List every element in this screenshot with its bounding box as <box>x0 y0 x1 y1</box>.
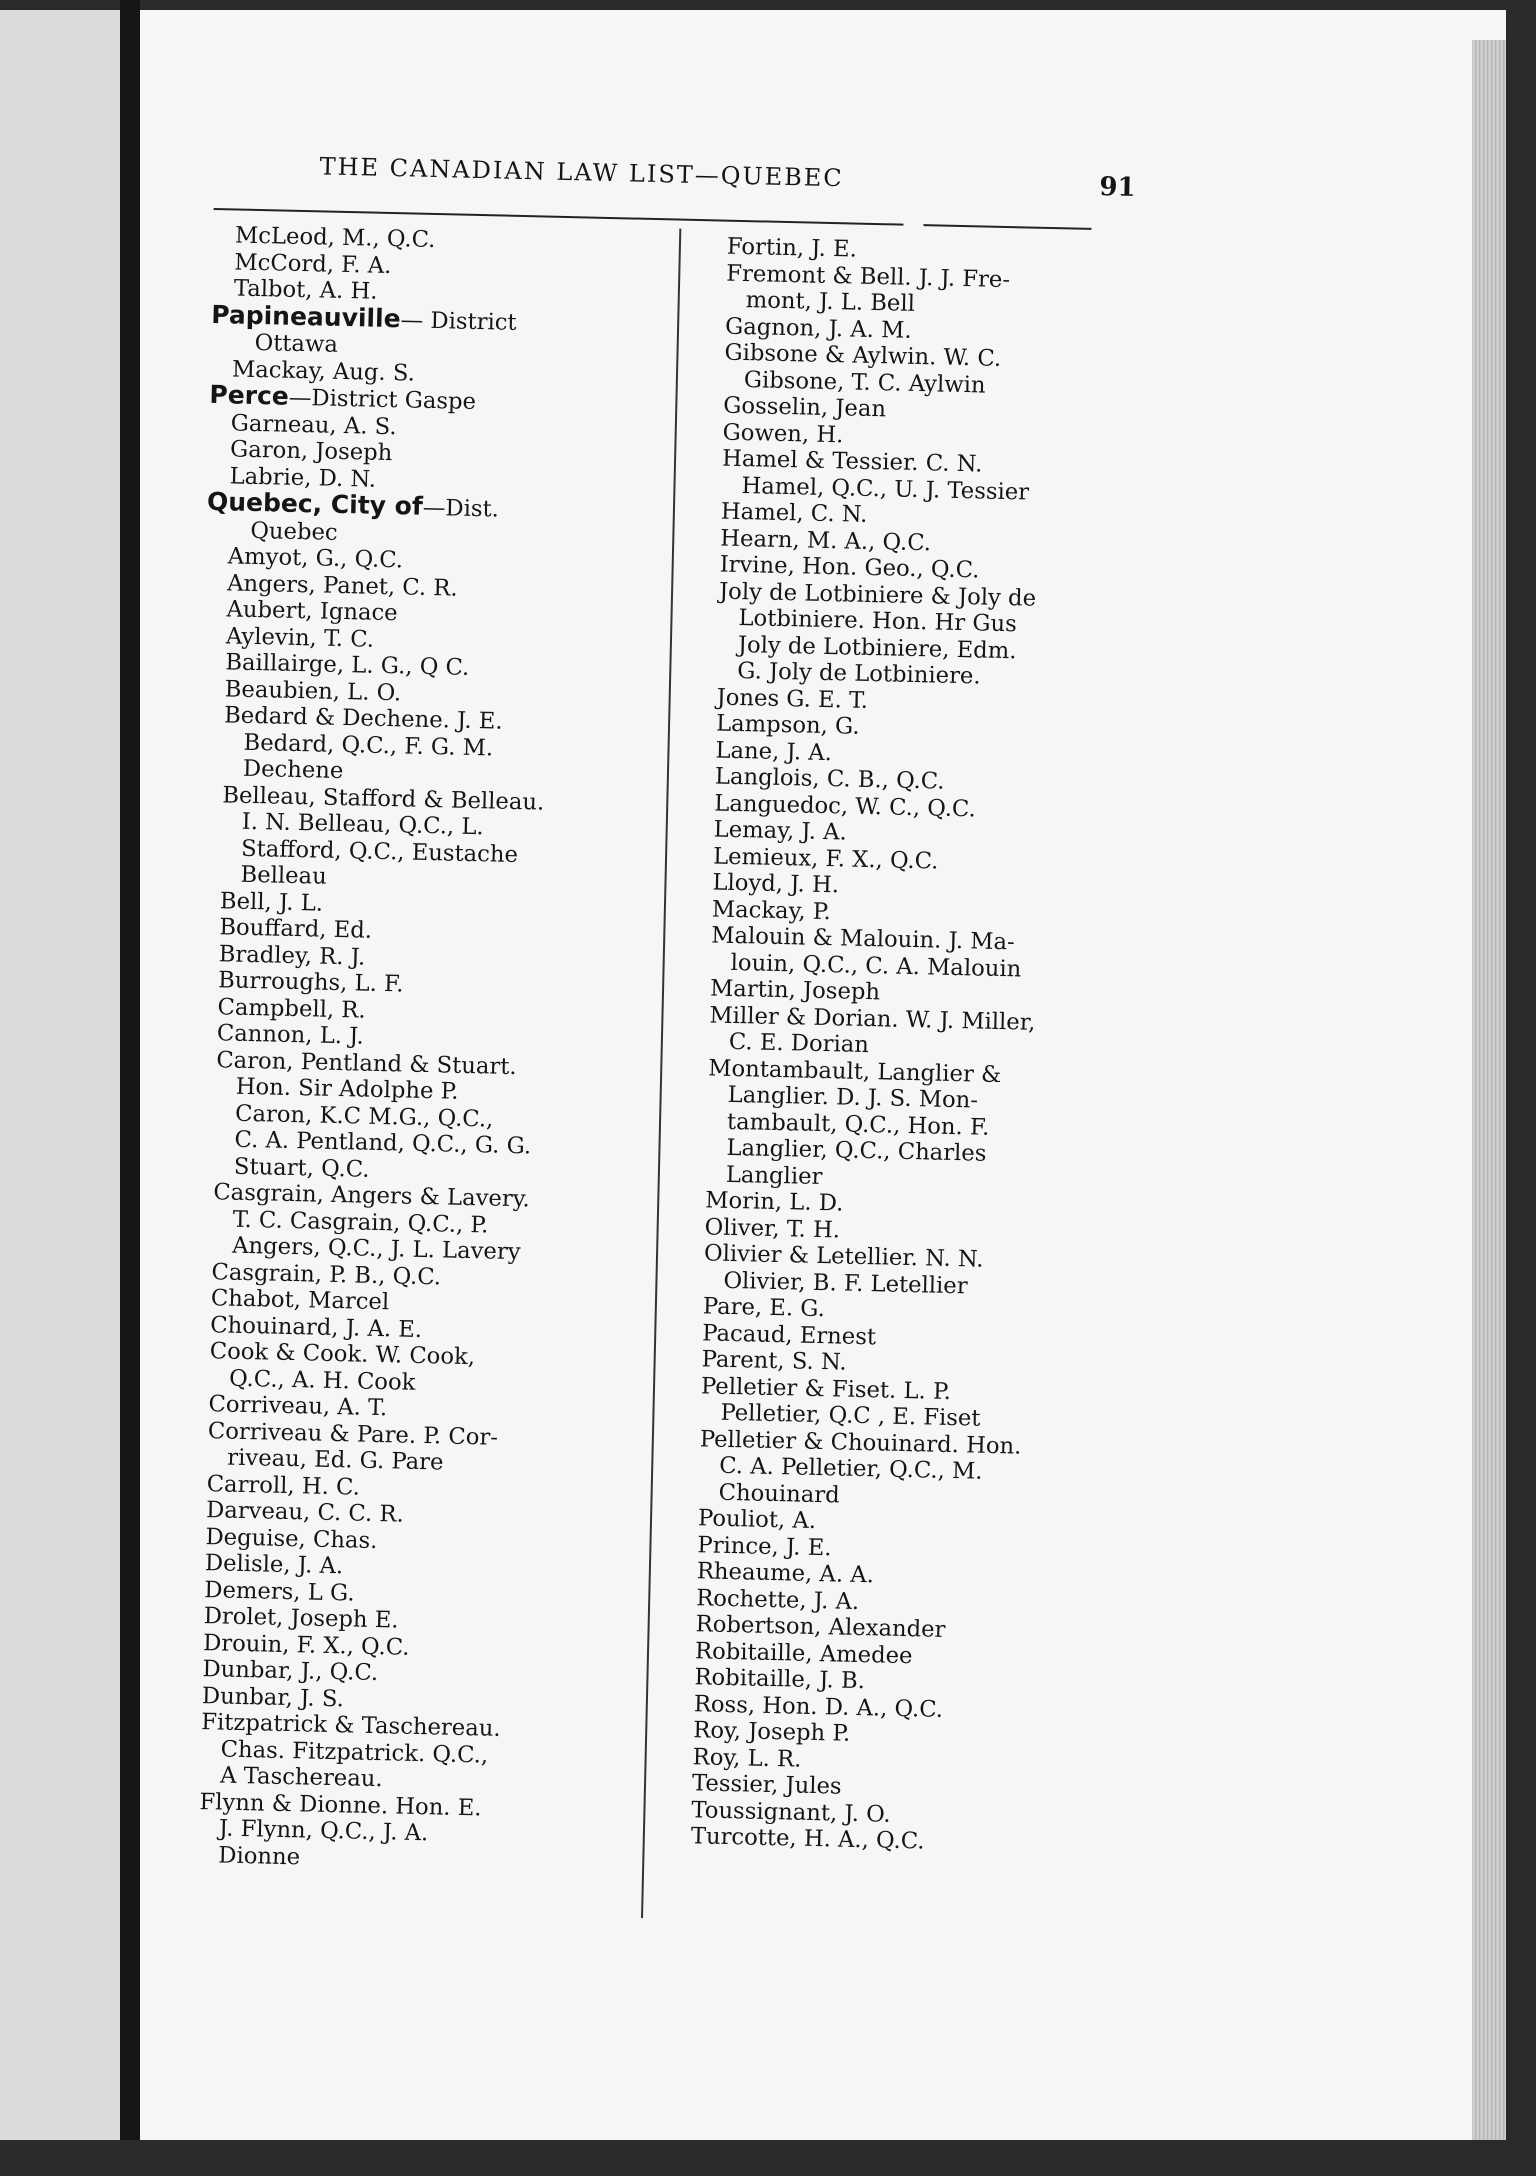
entry-name-line: Cook & Cook. W. Cook, <box>209 1338 476 1371</box>
entry-continuation-line: Hamel, Q.C., U. J. Tessier <box>741 472 1030 506</box>
entry-continuation-line: Stuart, Q.C. <box>233 1153 370 1183</box>
entry-name-line: Parent, S. N. <box>701 1346 847 1376</box>
entry-continuation-line: A Taschereau. <box>219 1762 383 1793</box>
entry-name-line: Mackay, P. <box>711 895 832 925</box>
entry-name-line: Gosselin, Jean <box>723 392 887 423</box>
entry-continuation-line: Q.C., A. H. Cook <box>228 1365 416 1396</box>
entry-name-line: McLeod, M., Q.C. <box>234 222 436 254</box>
entry-name-line: Flynn & Dionne. Hon. E. <box>199 1788 482 1821</box>
lawyer-entry <box>717 578 1149 694</box>
entry-name-line: Oliver, T. H. <box>704 1213 841 1243</box>
entry-continuation-line: Dionne <box>218 1842 301 1870</box>
entry-name-line: Bradley, R. J. <box>218 940 366 971</box>
entry-name-line: Fremont & Bell. J. J. Fre- <box>726 260 1011 293</box>
entry-continuation-line: T. C. Casgrain, Q.C., P. <box>232 1206 489 1238</box>
entry-name-line: Caron, Pentland & Stuart. <box>216 1046 517 1080</box>
entry-continuation-line: I. N. Belleau, Q.C., L. <box>241 808 484 841</box>
entry-name-line: Dunbar, J. S. <box>201 1682 345 1712</box>
entry-name-line: Toussignant, J. O. <box>691 1796 891 1828</box>
entry-name-line: Montambault, Langlier & <box>708 1054 1002 1088</box>
entry-name-line: Deguise, Chas. <box>205 1523 378 1554</box>
entry-name-line: Bedard & Dechene. J. E. <box>223 702 503 735</box>
town-name: Quebec, City of <box>206 486 424 521</box>
running-title: THE CANADIAN LAW LIST—QUEBEC <box>319 152 845 193</box>
left-column <box>175 222 665 1918</box>
entry-name-line: Ross, Hon. D. A., Q.C. <box>693 1690 944 1723</box>
entry-continuation-line: Joly de Lotbiniere, Edm. <box>737 631 1017 664</box>
town-heading <box>210 299 663 366</box>
entry-name-line: Hamel & Tessier. C. N. <box>721 445 983 478</box>
entry-continuation-line: Chas. Fitzpatrick. Q.C., <box>220 1736 489 1769</box>
lawyer-entry <box>724 340 1155 403</box>
entry-name-line: Casgrain, Angers & Lavery. <box>213 1179 531 1213</box>
entry-name-line: Demers, L G. <box>204 1576 355 1607</box>
town-name: Perce <box>209 379 290 411</box>
entry-name-line: Olivier & Letellier. N. N. <box>703 1240 984 1273</box>
entry-name-line: Languedoc, W. C., Q.C. <box>714 789 977 822</box>
entry-name-line: Labrie, D. N. <box>229 462 377 493</box>
entry-continuation-line: Langlier <box>725 1161 823 1190</box>
entry-name-line: Beaubien, L. O. <box>224 675 402 706</box>
entry-name-line: Chabot, Marcel <box>210 1285 390 1316</box>
entry-name-line: Garneau, A. S. <box>230 409 397 440</box>
entry-name-line: Drolet, Joseph E. <box>203 1603 399 1634</box>
entry-continuation-line: Langlier. D. J. S. Mon- <box>727 1081 979 1114</box>
page-content <box>175 150 1215 1930</box>
entry-continuation-line: mont, J. L. Bell <box>745 287 916 317</box>
entry-name-line: Roy, Joseph P. <box>692 1717 851 1747</box>
entry-name-line: Rochette, J. A. <box>695 1584 860 1615</box>
entry-continuation-line: C. A. Pelletier, Q.C., M. <box>718 1452 983 1485</box>
entry-continuation-line: Gibsone, T. C. Aylwin <box>743 366 986 399</box>
town-district: —District Gaspe <box>288 384 477 415</box>
entry-name-line: Irvine, Hon. Geo., Q.C. <box>719 551 980 584</box>
entry-name-line: Gowen, H. <box>722 419 844 448</box>
entry-name-line: Gagnon, J. A. M. <box>724 313 912 344</box>
entry-name-line: Morin, L. D. <box>705 1187 844 1217</box>
entry-name-line: Fitzpatrick & Taschereau. <box>201 1709 501 1742</box>
book-gutter <box>120 0 140 2176</box>
entry-name-line: Pare, E. G. <box>702 1293 826 1323</box>
page-number: 91 <box>1099 172 1136 203</box>
entry-name-line: Roy, L. R. <box>692 1743 802 1773</box>
entry-continuation-line: Bedard, Q.C., F. G. M. <box>243 729 494 761</box>
entry-name-line: Rheaume, A. A. <box>696 1558 875 1589</box>
lawyer-entry <box>212 1179 644 1268</box>
entry-continuation-line: Hon. Sir Adolphe P. <box>235 1073 459 1105</box>
entry-name-line: Delisle, J. A. <box>204 1550 344 1580</box>
entry-name-line: Lampson, G. <box>715 710 860 740</box>
lawyer-entry <box>223 702 655 791</box>
entry-name-line: Angers, Panet, C. R. <box>226 569 458 602</box>
entry-name-line: Belleau, Stafford & Belleau. <box>222 781 545 816</box>
entry-name-line: Miller & Dorian. W. J. Miller, <box>709 1001 1036 1036</box>
lawyer-entry <box>200 1709 632 1798</box>
entry-continuation-line: J. Flynn, Q.C., J. A. <box>218 1815 429 1847</box>
entry-name-line: Turcotte, H. A., Q.C. <box>690 1823 925 1855</box>
lawyer-entry <box>721 446 1152 509</box>
entry-name-line: Langlois, C. B., Q.C. <box>714 763 945 795</box>
entry-name-line: Hamel, C. N. <box>720 498 868 528</box>
lawyer-entry <box>207 1418 638 1481</box>
entry-name-line: Pelletier & Fiset. L. P. <box>700 1372 952 1405</box>
lawyer-entry <box>209 1338 640 1401</box>
lawyer-entry <box>700 1373 1131 1436</box>
entry-name-line: Cannon, L. J. <box>216 1020 365 1050</box>
entry-continuation-line: G. Joly de Lotbiniere. <box>737 657 981 690</box>
entry-name-line: Corriveau, A. T. <box>208 1391 388 1422</box>
entry-continuation-line: Caron, K.C M.G., Q.C., <box>234 1100 494 1133</box>
entry-continuation-line: Langlier, Q.C., Charles <box>726 1134 987 1167</box>
entry-name-line: Lemay, J. A. <box>713 816 848 846</box>
entry-name-line: Chouinard, J. A. E. <box>210 1311 423 1343</box>
entry-continuation-line: C. E. Dorian <box>728 1028 870 1059</box>
bottom-shadow <box>0 2140 1536 2176</box>
entry-continuation-line: Stafford, Q.C., Eustache <box>240 835 519 868</box>
lawyer-entry <box>703 1240 1134 1303</box>
entry-continuation-line: tambault, Q.C., Hon. F. <box>726 1108 990 1141</box>
entry-continuation-line: Angers, Q.C., J. L. Lavery <box>231 1232 521 1266</box>
entry-name-line: Robertson, Alexander <box>695 1611 946 1643</box>
entry-continuation-line: Belleau <box>240 861 328 890</box>
town-district: —Dist. <box>422 494 500 523</box>
entry-name-line: Campbell, R. <box>217 993 366 1024</box>
entry-name-line: Malouin & Malouin. J. Ma- <box>711 922 1016 956</box>
entry-continuation-line: Dechene <box>242 755 344 785</box>
entry-name-line: Garon, Joseph <box>229 436 393 467</box>
entry-name-line: Prince, J. E. <box>697 1531 832 1561</box>
town-district-line: Quebec <box>250 517 338 546</box>
entry-name-line: Baillairge, L. G., Q C. <box>225 649 470 681</box>
entry-continuation-line: louin, Q.C., C. A. Malouin <box>730 949 1022 982</box>
entry-name-line: Jones G. E. T. <box>716 684 869 714</box>
entry-continuation-line: riveau, Ed. G. Pare <box>227 1444 444 1476</box>
entry-name-line: Lane, J. A. <box>715 737 833 766</box>
entry-continuation-line: Chouinard <box>718 1479 840 1509</box>
entry-continuation-line: C. A. Pentland, Q.C., G. G. <box>234 1126 532 1160</box>
town-heading <box>206 486 659 553</box>
entry-continuation-line: Lotbiniere. Hon. Hr Gus <box>738 605 1018 638</box>
entry-name-line: Lloyd, J. H. <box>712 869 840 899</box>
entry-name-line: Bouffard, Ed. <box>219 914 373 944</box>
entry-name-line: Pouliot, A. <box>697 1505 817 1534</box>
entry-name-line: Martin, Joseph <box>709 975 881 1006</box>
lawyer-entry <box>214 1047 647 1189</box>
lawyer-entry <box>706 1055 1139 1197</box>
entry-name-line: Joly de Lotbiniere & Joly de <box>718 578 1037 612</box>
town-name: Papineauville <box>210 299 401 333</box>
entry-name-line: Drouin, F. X., Q.C. <box>202 1629 410 1661</box>
entry-name-line: Lemieux, F. X., Q.C. <box>712 842 939 875</box>
entry-name-line: Fortin, J. E. <box>726 233 858 263</box>
entry-name-line: Carroll, H. C. <box>206 1470 361 1501</box>
entry-name-line: Hearn, M. A., Q.C. <box>720 525 932 556</box>
lawyer-entry <box>220 782 652 898</box>
entry-name-line: Robitaille, J. B. <box>694 1664 866 1695</box>
lawyer-entry <box>198 1789 630 1878</box>
entry-name-line: Aubert, Ignace <box>226 596 398 627</box>
entry-name-line: Aylevin, T. C. <box>225 622 375 653</box>
lawyer-entry <box>725 260 1156 323</box>
entry-name-line: Darveau, C. C. R. <box>205 1497 404 1528</box>
header-rule <box>923 224 1091 230</box>
entry-name-line: Burroughs, L. F. <box>217 967 404 998</box>
page-stack-edge <box>1472 40 1506 2140</box>
lawyer-entry <box>698 1426 1130 1515</box>
entry-name-line: Pacaud, Ernest <box>701 1319 877 1350</box>
entry-name-line: Talbot, A. H. <box>233 275 378 305</box>
entry-name-line: Pelletier & Chouinard. Hon. <box>699 1425 1022 1460</box>
entry-name-line: Amyot, G., Q.C. <box>227 543 404 574</box>
header-rule <box>214 208 904 226</box>
entry-name-line: Tessier, Jules <box>691 1770 842 1800</box>
lawyer-entry <box>709 1002 1140 1065</box>
entry-name-line: Casgrain, P. B., Q.C. <box>211 1258 442 1290</box>
right-column <box>661 233 1157 1929</box>
entry-name-line: Bell, J. L. <box>219 887 324 917</box>
entry-name-line: Dunbar, J., Q.C. <box>202 1656 379 1687</box>
town-district-line: Ottawa <box>254 329 339 358</box>
entry-name-line: McCord, F. A. <box>234 248 392 279</box>
entry-name-line: Corriveau & Pare. P. Cor- <box>207 1417 499 1451</box>
facing-page-edge <box>0 10 120 2176</box>
entry-continuation-line: Olivier, B. F. Letellier <box>723 1267 968 1299</box>
entry-name-line: Robitaille, Amedee <box>694 1637 913 1669</box>
lawyer-entry <box>710 922 1141 985</box>
entry-continuation-line: Pelletier, Q.C , E. Fiset <box>720 1399 981 1432</box>
listing-columns <box>175 222 1213 1930</box>
entry-name-line: Mackay, Aug. S. <box>231 355 416 387</box>
town-district: — District <box>400 306 517 336</box>
entry-name-line: Gibsone & Aylwin. W. C. <box>724 339 1002 372</box>
